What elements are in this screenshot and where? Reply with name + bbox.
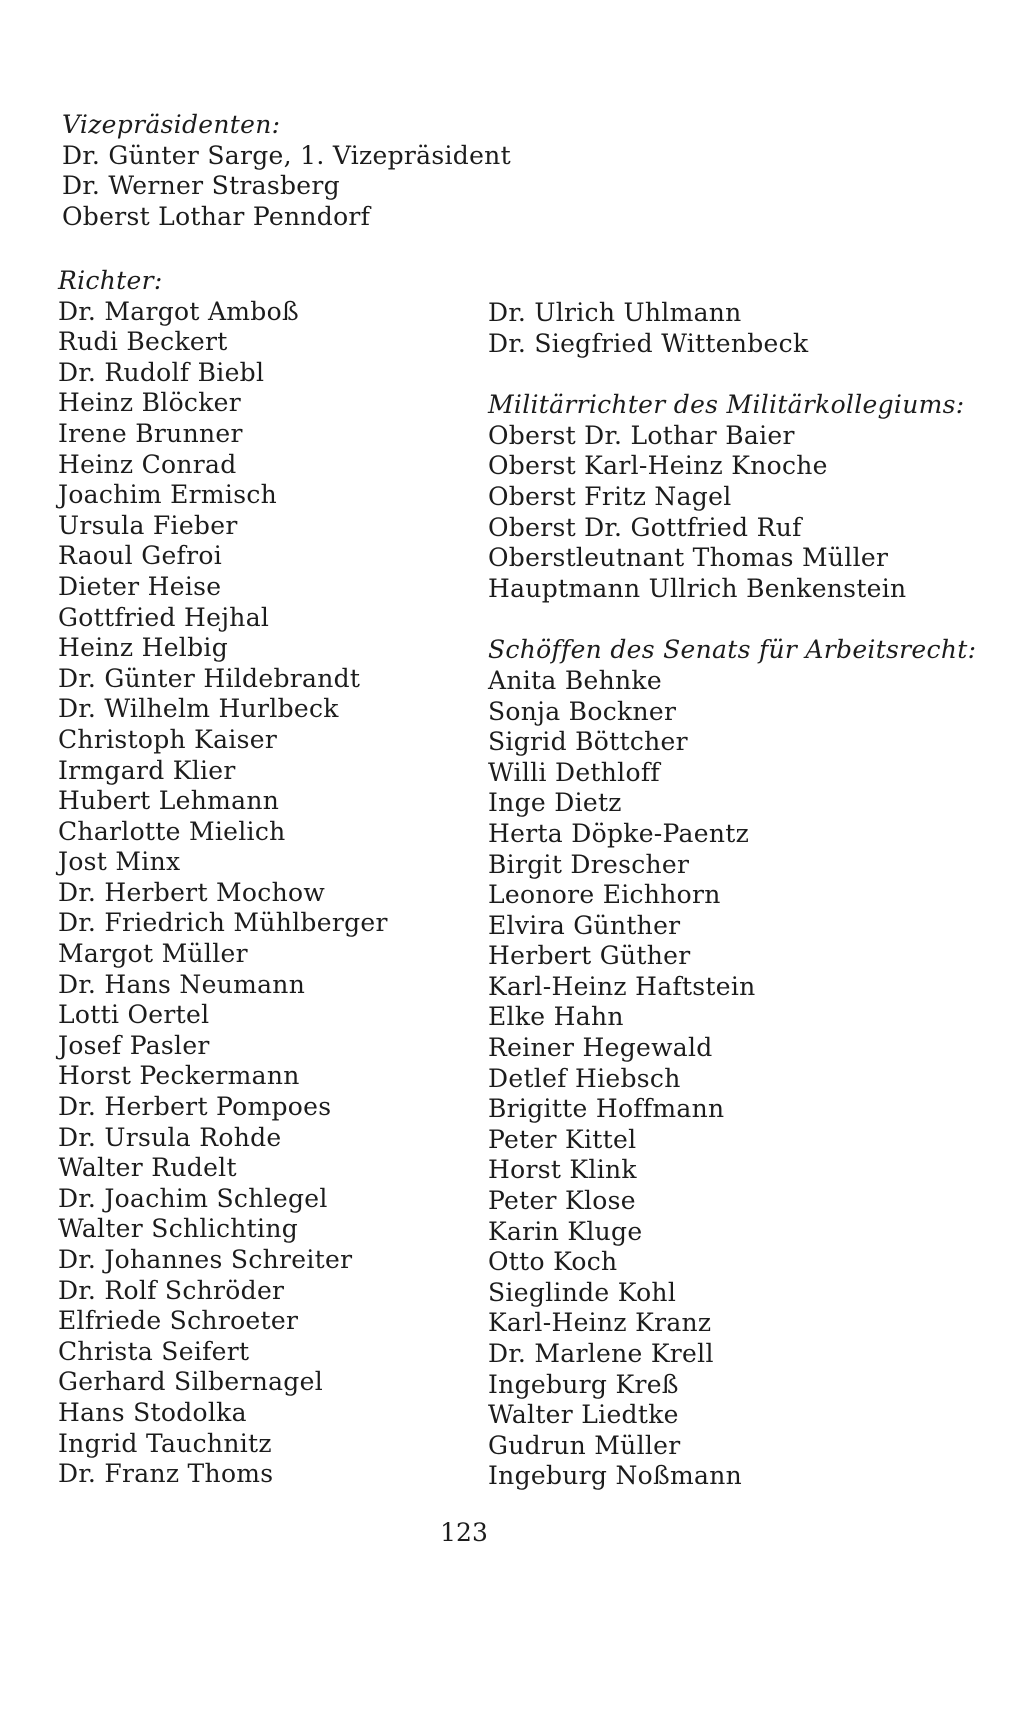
schoeffe-name: Dr. Marlene Krell	[488, 1339, 714, 1368]
schoeffe-name: Karl-Heinz Kranz	[488, 1308, 712, 1338]
richter-name: Christa Seifert	[58, 1336, 250, 1366]
richter-name: Hubert Lehmann	[58, 786, 280, 816]
richter-name: Ursula Fieber	[58, 510, 238, 540]
richter-name: Ingrid Tauchnitz	[58, 1428, 272, 1458]
schoeffe-name: Inge Dietz	[488, 788, 622, 818]
richter-name: Dr. Ulrich Uhlmann	[488, 298, 742, 327]
vizepraesident-name: Dr. Günter Sarge, 1. Vizepräsident	[62, 140, 511, 170]
richter-name: Dr. Rudolf Biebl	[58, 357, 265, 387]
schoeffen-heading: Schöffen des Senats für Arbeitsrecht:	[488, 635, 977, 665]
richter-name: Christoph Kaiser	[58, 724, 278, 754]
schoeffe-name: Elvira Günther	[488, 910, 681, 940]
schoeffe-name: Gudrun Müller	[488, 1430, 681, 1460]
richter-name: Rudi Beckert	[58, 327, 228, 357]
richter-section	[58, 266, 388, 1490]
militaerrichter-name: Oberstleutnant Thomas Müller	[488, 543, 889, 573]
richter-name: Horst Peckermann	[58, 1061, 300, 1091]
schoeffe-name: Ingeburg Noßmann	[488, 1461, 743, 1491]
schoeffen-list	[488, 666, 976, 1492]
vizepraesidenten-heading: Vizepräsidenten:	[62, 110, 281, 139]
schoeffe-name: Herta Döpke-Paentz	[488, 818, 750, 848]
richter-name: Dr. Wilhelm Hurlbeck	[58, 694, 339, 724]
schoeffe-name: Elke Hahn	[488, 1002, 624, 1032]
richter-name: Dr. Günter Hildebrandt	[58, 663, 361, 693]
vizepraesidenten-section	[62, 110, 511, 232]
schoeffe-name: Walter Liedtke	[488, 1400, 679, 1430]
richter-name: Dr. Siegfried Wittenbeck	[488, 328, 809, 358]
richter-name: Dr. Ursula Rohde	[58, 1122, 282, 1152]
militaerrichter-name: Oberst Karl-Heinz Knoche	[488, 451, 828, 481]
schoeffe-name: Karl-Heinz Haftstein	[488, 971, 756, 1001]
schoeffe-name: Peter Kittel	[488, 1124, 637, 1154]
richter-name: Heinz Conrad	[58, 449, 237, 479]
richter-name: Dr. Friedrich Mühlberger	[58, 908, 388, 938]
richter-name: Dr. Franz Thoms	[58, 1459, 274, 1489]
spacer	[488, 359, 976, 390]
richter-name: Irmgard Klier	[58, 755, 236, 785]
richter-name: Joachim Ermisch	[58, 480, 278, 510]
spacer	[488, 604, 976, 635]
richter-name: Raoul Gefroi	[58, 541, 223, 571]
richter-name: Dr. Margot Amboß	[58, 296, 299, 326]
richter-name: Hans Stodolka	[58, 1397, 247, 1427]
richter-name: Dr. Hans Neumann	[58, 969, 306, 999]
schoeffe-name: Herbert Güther	[488, 941, 691, 971]
schoeffe-name: Ingeburg Kreß	[488, 1369, 679, 1399]
richter-name: Dr. Rolf Schröder	[58, 1275, 285, 1305]
schoeffe-name: Peter Klose	[488, 1186, 636, 1216]
schoeffe-name: Sieglinde Kohl	[488, 1277, 677, 1307]
militaerrichter-list	[488, 421, 976, 605]
vizepraesident-name: Dr. Werner Strasberg	[62, 171, 340, 201]
richter-name: Charlotte Mielich	[58, 816, 286, 846]
schoeffe-name: Detlef Hiebsch	[488, 1063, 681, 1093]
richter-name: Margot Müller	[58, 939, 248, 969]
richter-name: Walter Schlichting	[58, 1214, 299, 1244]
militaerrichter-name: Oberst Dr. Gottfried Ruf	[488, 512, 802, 542]
schoeffe-name: Leonore Eichhorn	[488, 880, 721, 910]
schoeffe-name: Willi Dethloff	[488, 757, 660, 787]
schoeffe-name: Reiner Hegewald	[488, 1033, 713, 1063]
richter-name: Dr. Herbert Pompoes	[58, 1092, 332, 1122]
richter-name: Heinz Helbig	[58, 633, 229, 663]
schoeffe-name: Horst Klink	[488, 1155, 637, 1185]
vizepraesident-name: Oberst Lothar Penndorf	[62, 201, 371, 231]
richter-heading: Richter:	[58, 266, 163, 295]
richter-name: Dieter Heise	[58, 571, 222, 601]
militaerrichter-name: Oberst Fritz Nagel	[488, 481, 732, 511]
vizepraesidenten-list	[62, 141, 511, 233]
richter-name: Josef Pasler	[58, 1030, 210, 1060]
schoeffe-name: Otto Koch	[488, 1247, 618, 1277]
militaerrichter-heading: Militärrichter des Militärkollegiums:	[488, 390, 965, 420]
richter-name: Elfriede Schroeter	[58, 1306, 299, 1336]
schoeffe-name: Anita Behnke	[488, 665, 662, 695]
schoeffe-name: Karin Kluge	[488, 1216, 643, 1246]
richter-name: Gerhard Silbernagel	[58, 1367, 323, 1397]
richter-continued-list	[488, 298, 976, 359]
schoeffe-name: Sigrid Böttcher	[488, 727, 688, 757]
richter-name: Gottfried Hejhal	[58, 602, 270, 632]
richter-name: Dr. Herbert Mochow	[58, 877, 326, 907]
militaerrichter-name: Oberst Dr. Lothar Baier	[488, 420, 795, 450]
richter-name: Irene Brunner	[58, 418, 243, 448]
right-column	[488, 298, 976, 1492]
richter-name: Jost Minx	[58, 847, 181, 877]
richter-name: Dr. Johannes Schreiter	[58, 1245, 353, 1274]
richter-name: Lotti Oertel	[58, 1000, 210, 1030]
richter-name: Dr. Joachim Schlegel	[58, 1183, 328, 1213]
richter-list	[58, 297, 388, 1490]
richter-name: Heinz Blöcker	[58, 388, 242, 418]
richter-name: Walter Rudelt	[58, 1153, 237, 1183]
militaerrichter-name: Hauptmann Ullrich Benkenstein	[488, 573, 907, 603]
page-number: 123	[440, 1518, 488, 1547]
schoeffe-name: Brigitte Hoffmann	[488, 1094, 725, 1124]
schoeffe-name: Birgit Drescher	[488, 849, 690, 879]
schoeffe-name: Sonja Bockner	[488, 696, 677, 726]
